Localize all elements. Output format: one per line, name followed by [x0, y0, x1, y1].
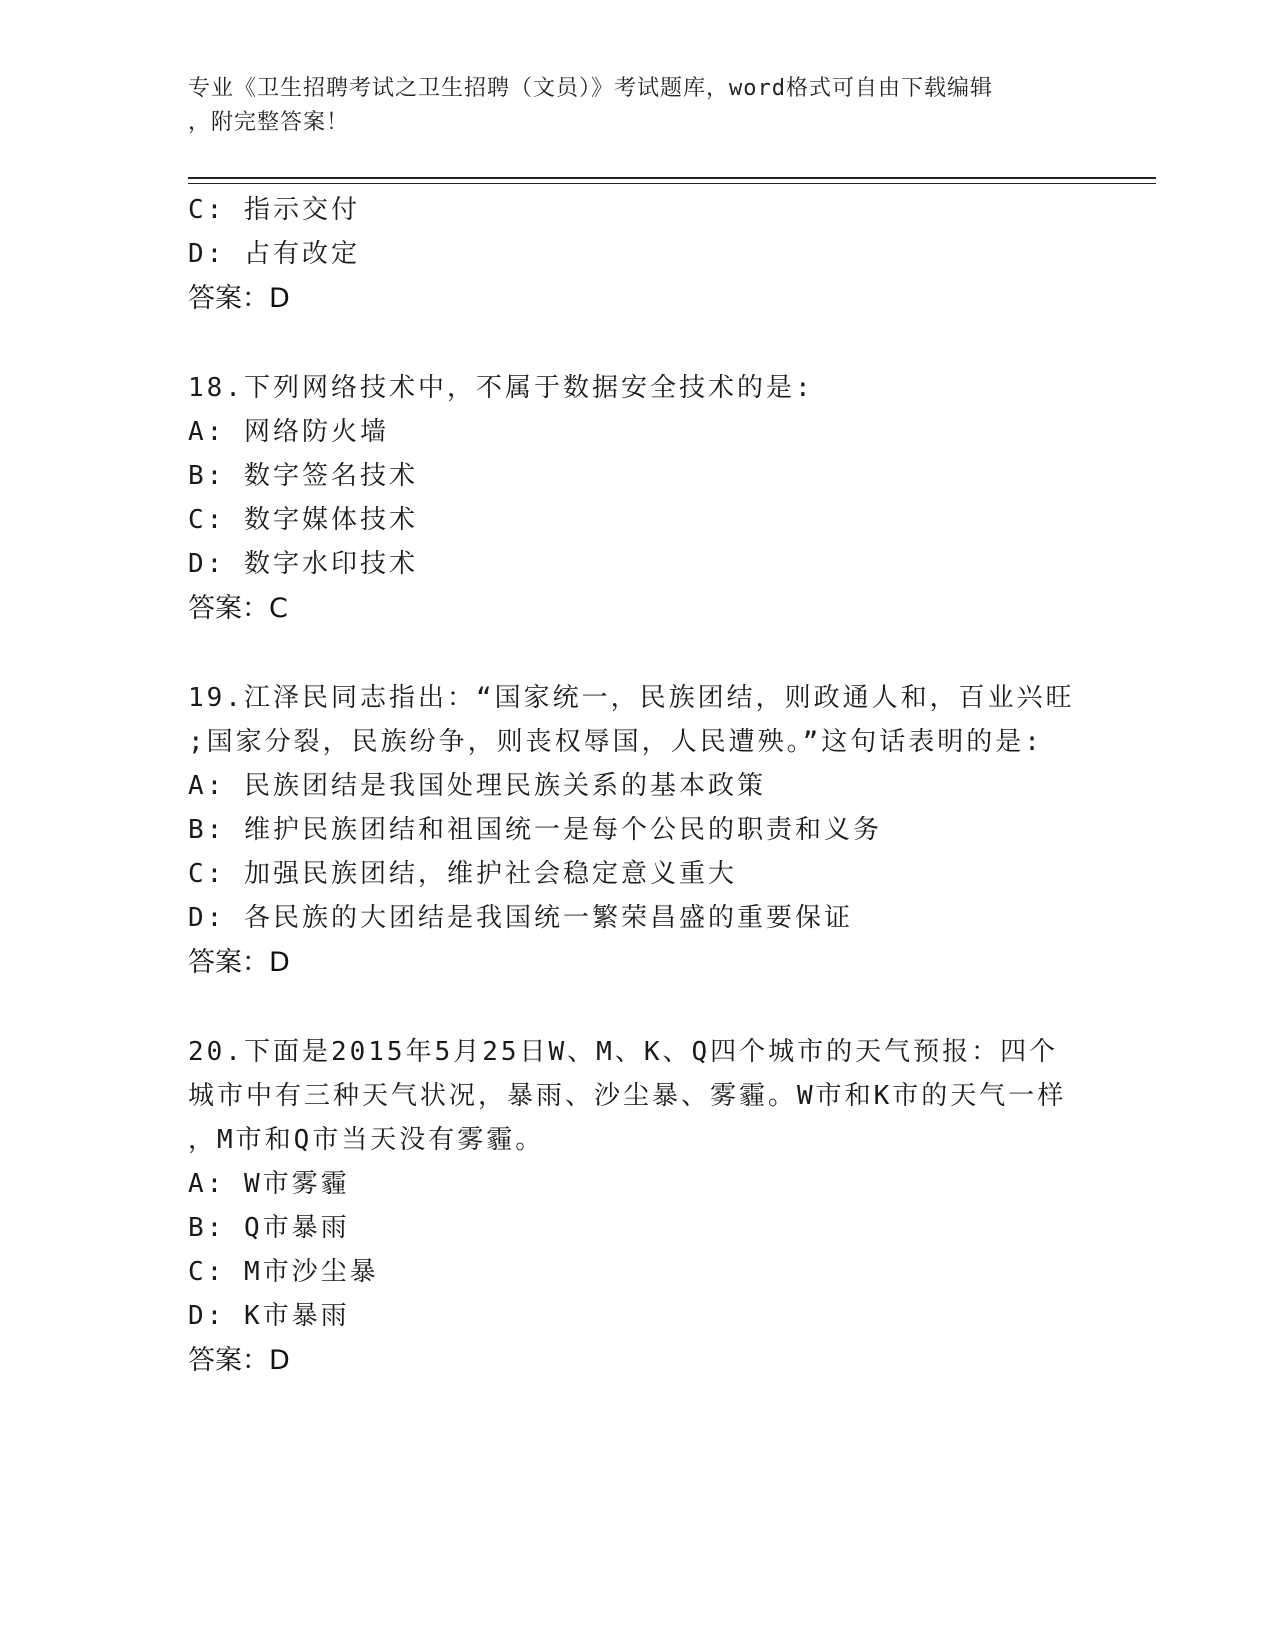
q18-answer: 答案：C [188, 593, 288, 624]
q19-option-c: C: 加强民族团结，维护社会稳定意义重大 [188, 859, 737, 889]
q19-stem-line-1: 19.江泽民同志指出：“国家统一，民族团结，则政通人和，百业兴旺 [188, 683, 1075, 713]
q19-option-b: B: 维护民族团结和祖国统一是每个公民的职责和义务 [188, 815, 882, 845]
q20-answer: 答案：D [188, 1345, 290, 1376]
q18-option-c: C: 数字媒体技术 [188, 505, 418, 535]
q18-option-b: B: 数字签名技术 [188, 461, 418, 491]
q18-stem: 18.下列网络技术中，不属于数据安全技术的是: [188, 373, 814, 403]
header-title-line-2: ，附完整答案！ [188, 110, 350, 135]
q17-option-c: C: 指示交付 [188, 195, 360, 225]
q20-stem-line-3: ，M市和Q市当天没有雾霾。 [188, 1125, 545, 1155]
q18-option-d: D: 数字水印技术 [188, 549, 418, 579]
header-divider-thick [188, 177, 1156, 179]
q20-stem-line-2: 城市中有三种天气状况，暴雨、沙尘暴、雾霾。W市和K市的天气一样 [188, 1081, 1067, 1111]
header-title-line-1: 专业《卫生招聘考试之卫生招聘（文员）》考试题库，word格式可自由下载编辑 [188, 76, 993, 101]
q19-stem-line-2: ;国家分裂，民族纷争，则丧权辱国，人民遭殃。”这句话表明的是: [188, 727, 1043, 757]
header-divider-thin [188, 183, 1156, 184]
q19-option-a: A: 民族团结是我国处理民族关系的基本政策 [188, 771, 766, 801]
q20-option-a: A: W市雾霾 [188, 1169, 350, 1199]
document-header [188, 72, 1088, 140]
q20-option-d: D: K市暴雨 [188, 1301, 350, 1331]
q17-option-d: D: 占有改定 [188, 239, 360, 269]
q18-option-a: A: 网络防火墙 [188, 417, 389, 447]
q20-option-b: B: Q市暴雨 [188, 1213, 350, 1243]
q20-stem-line-1: 20.下面是2015年5月25日W、M、K、Q四个城市的天气预报：四个 [188, 1037, 1059, 1067]
q17-answer: 答案：D [188, 283, 290, 314]
q19-answer: 答案：D [188, 947, 290, 978]
q19-option-d: D: 各民族的大团结是我国统一繁荣昌盛的重要保证 [188, 903, 853, 933]
q20-option-c: C: M市沙尘暴 [188, 1257, 379, 1287]
